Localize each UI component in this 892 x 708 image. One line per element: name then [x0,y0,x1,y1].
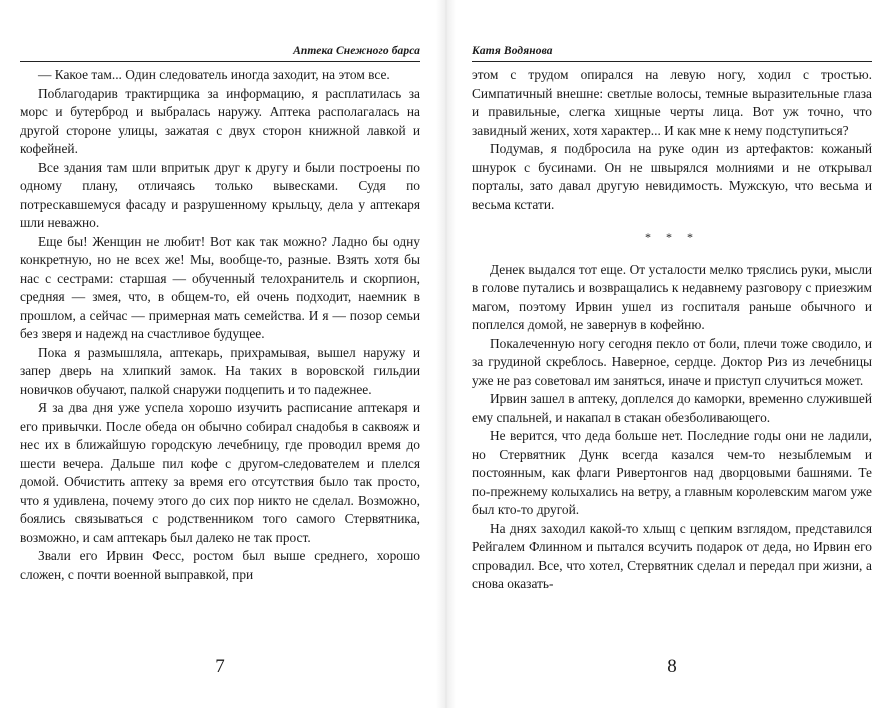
paragraph: — Какое там... Один следователь иногда заходит, на этом все. [38,67,390,82]
left-page [20,0,420,708]
paragraph: Еще бы! Женщин не любит! Вот как так можно? Ладно бы одну конкретную, но не всех же! Мы, вообще-то, разные. Взять хотя бы нас с сестрами: старшая — обученный телохранитель и скорпион, средняя — змея, что, в общем-то, ей очень подходит, наемник в прошлом, а сейчас — примерная мать семейства. И я — позор семьи без зверя и надежд на счастливое будущее. [20,233,420,341]
paragraph: Денек выдался тот еще. От усталости мелко тряслись руки, мысли в голове путались и возвращались к недавнему разговору с приезжим магом, поэтому Ирвин ушел из госпиталя раньше обычного и поплелся домой, не завернув в кофейню. [472,261,872,332]
right-page-number: 8 [667,656,677,677]
left-page-text [20,66,420,584]
paragraph: Ирвин зашел в аптеку, доплелся до каморки, временно служившей ему спальней, и накапал в стакан обезболивающего. [472,391,872,425]
left-page-number: 7 [215,656,225,677]
paragraph: На днях заходил какой-то хлыщ с цепким взглядом, представился Рейгалем Флинном и пытался всучить подарок от деда, но Ирвин его спровадил. Все, что хотел, Стервятник сделал и передал при жизни, а снова оказать- [472,520,872,591]
right-running-head: Катя Водянова [472,44,872,62]
right-page [472,0,872,708]
paragraph: Покалеченную ногу сегодня пекло от боли, плечи тоже сводило, и за грудиной скреблось. Наверное, сердце. Доктор Риз из лечебницы уже не раз советовал им заняться, иначе и приступ случиться может. [472,335,872,388]
right-page-text [472,66,872,594]
paragraph: Я за два дня уже успела хорошо изучить расписание аптекаря и его привычки. После обеда он обычно собирал снадобья в саквояж и нес их в ближайшую городскую лечебницу, где проводил время до шести вечера. Дальше пил кофе с другом-следователем и плелся домой. Обчистить аптеку за время его отсутствия было так просто, что я удивлена, почему этого до сих пор никто не сделал. Возможно, боялись связываться с родственником того самого Стервятника, возможно, и сам аптекарь был далеко не так прост. [20,400,420,545]
paragraph: Не верится, что деда больше нет. Последние годы они не ладили, но Стервятник Дунк всегда казался чем-то незыблемым и постоянным, как флаги Ривертонгов над дворцовыми башнями. Те по-прежнему колыхались на ветру, а главным королевским магом уже был кто-то другой. [472,428,872,517]
paragraph: Звали его Ирвин Фесс, ростом был выше среднего, хорошо сложен, с почти военной выправкой, при [20,548,420,582]
paragraph: этом с трудом опирался на левую ногу, ходил с тростью. Симпатичный внешне: светлые волосы, темные выразительные глаза и правильные, слегка хищные черты лица. Вот уж точно, что завидный жених, хотя характер... И как мне к нему подступиться? [472,67,872,138]
book-gutter [436,0,456,708]
paragraph: Подумав, я подбросила на руке один из артефактов: кожаный шнурок с бусинами. Он не швырялся молниями и не открывал порталы, зато давал другую невидимость. Мужскую, что весьма и весьма кстати. [472,141,872,212]
paragraph: Все здания там шли впритык друг к другу и были построены по одному плану, отличаясь только вывесками. Судя по потрескавшемуся фасаду и разрушенному крыльцу, дела у аптекаря шли неважно. [20,159,420,230]
scene-break: * * * [645,230,699,244]
paragraph: Поблагодарив трактирщика за информацию, я расплатилась за морс и бутерброд и выбралась наружу. Аптека располагалась на другой стороне улицы, зажатая с двух сторон книжной лавкой и кофейней. [20,85,420,156]
paragraph: Пока я размышляла, аптекарь, прихрамывая, вышел наружу и запер дверь на хлипкий замок. На таких в воровской гильдии новичков обучают, палкой снаружи подцепить и то падежнее. [20,344,420,397]
left-running-head: Аптека Снежного барса [20,44,420,62]
